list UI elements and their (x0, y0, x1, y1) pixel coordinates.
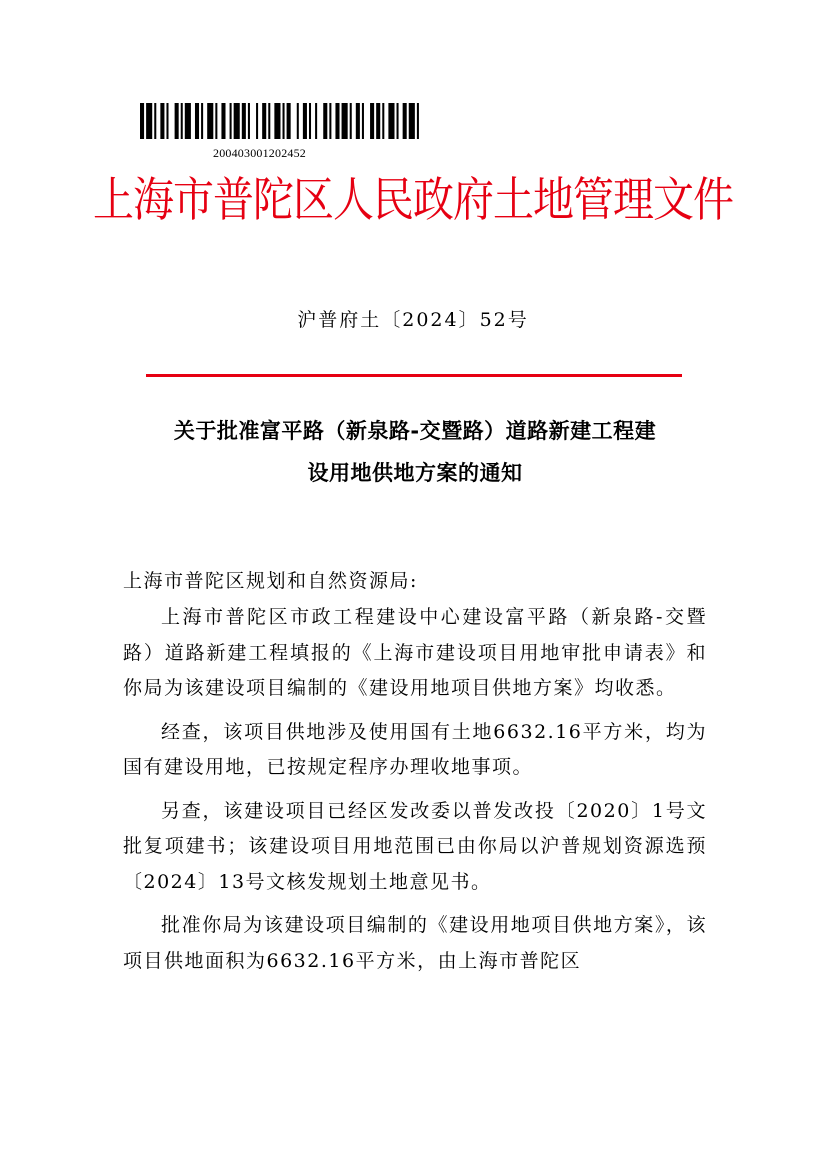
masthead-title: 上海市普陀区人民政府土地管理文件 (93, 172, 733, 228)
body-text (123, 600, 707, 979)
barcode (140, 103, 423, 139)
barcode-bar (287, 103, 291, 139)
barcode-bar (221, 103, 225, 139)
notice-title-line-1: 关于批准富平路（新泉路-交暨路）道路新建工程建 (173, 419, 657, 443)
barcode-bar (388, 103, 394, 139)
barcode-bar (329, 103, 331, 139)
barcode-bar (256, 103, 258, 139)
barcode-bar (262, 103, 266, 139)
red-divider-line (146, 374, 682, 377)
barcode-bar (376, 103, 380, 139)
barcode-bar (248, 103, 250, 139)
barcode-bar (403, 103, 407, 139)
barcode-bar (335, 103, 339, 139)
barcode-bar (175, 103, 179, 139)
barcode-bar (417, 103, 419, 139)
barcode-bar (382, 103, 384, 139)
paragraph: 批准你局为该建设项目编制的《建设用地项目供地方案》，该项目供地面积为6632.16平方米，由上海市普陀区 (123, 914, 707, 972)
barcode-bar (185, 103, 191, 139)
notice-title-line-2: 设用地供地方案的通知 (307, 461, 523, 485)
barcode-bar (370, 103, 374, 139)
barcode-bar (315, 103, 317, 139)
barcode-bar (201, 103, 203, 139)
barcode-bar (274, 103, 280, 139)
barcode-bar (146, 103, 152, 139)
barcode-bar (207, 103, 213, 139)
barcode-bar (297, 103, 299, 139)
document-number: 沪普府土〔2024〕52号 (297, 309, 529, 331)
barcode-bar (309, 103, 311, 139)
barcode-bar (362, 103, 364, 139)
barcode-bar (230, 103, 232, 139)
barcode-bar (154, 103, 156, 139)
barcode-bar (342, 103, 348, 139)
paragraph: 另查，该建设项目已经区发改委以普发改投〔2020〕1号文批复项建书；该建设项目用地范围已由你局以沪普规划资源选预〔2024〕13号文核发规划土地意见书。 (123, 799, 707, 893)
barcode-bar (283, 103, 285, 139)
barcode-bar (160, 103, 164, 139)
barcode-bar (409, 103, 415, 139)
barcode-number: 200403001202452 (213, 146, 306, 160)
barcode-bar (356, 103, 360, 139)
barcode-bar (242, 103, 246, 139)
salutation: 上海市普陀区规划和自然资源局: (123, 570, 418, 592)
barcode-bar (140, 103, 144, 139)
barcode-bar (323, 103, 327, 139)
barcode-bar (195, 103, 199, 139)
barcode-bar (215, 103, 217, 139)
barcode-bar (303, 103, 307, 139)
barcode-bar (181, 103, 183, 139)
barcode-bar (166, 103, 168, 139)
paragraph: 经查，该项目供地涉及使用国有土地6632.16平方米，均为国有建设用地，已按规定程序办理收地事项。 (123, 720, 707, 778)
barcode-bar (350, 103, 352, 139)
barcode-bar (234, 103, 240, 139)
barcode-bar (397, 103, 399, 139)
barcode-bar (268, 103, 270, 139)
notice-title (120, 410, 710, 494)
paragraph: 上海市普陀区市政工程建设中心建设富平路（新泉路-交暨路）道路新建工程填报的《上海市建设项目用地审批申请表》和你局为该建设项目编制的《建设用地项目供地方案》均收悉。 (123, 606, 707, 699)
